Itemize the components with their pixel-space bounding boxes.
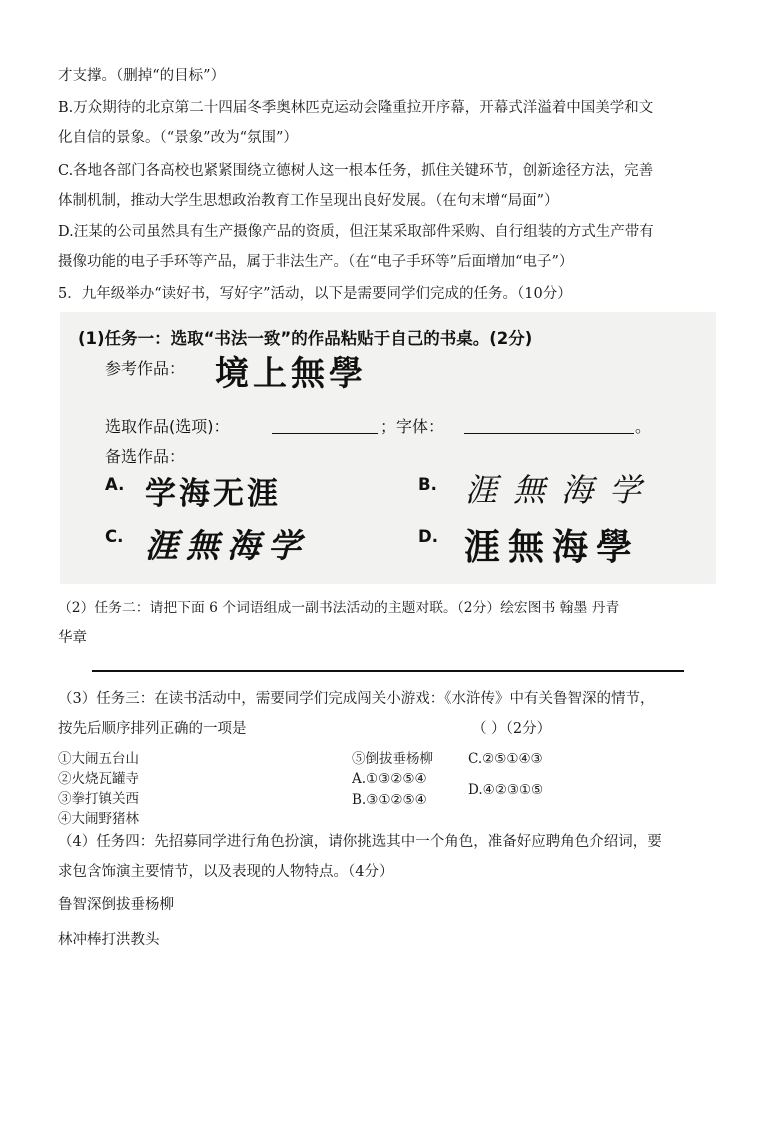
task3-line-1: （3）任务三：在读书活动中，需要同学们完成闯关小游戏：《水浒传》中有关鲁智深的情节， (58, 691, 655, 707)
text-line: 摄像功能的电子手环等产品，属于非法生产。（在“电子手环等”后面增加“电子”） (58, 254, 574, 270)
text-line: 才支撑。（删掉“的目标”） (58, 68, 226, 84)
event-item: ③拳打镇关西 (58, 791, 139, 807)
role-item: 林冲棒打洪教头 (58, 932, 160, 948)
task2-line-2: 华章 (58, 630, 87, 646)
option-b-calligraphy: 涯無海学 (465, 471, 658, 509)
options-label: 备选作品： (105, 447, 186, 466)
choice-a[interactable]: A.①③②⑤④ (352, 771, 427, 787)
text-line: B.万众期待的北京第二十四届冬季奥林匹克运动会隆重拉开序幕，开幕式洋溢着中国美学和文 (58, 100, 654, 116)
reference-calligraphy: 境上無學 (215, 354, 367, 394)
task1-scan-image (60, 312, 716, 584)
font-label: ；字体： (380, 417, 445, 436)
event-item: ④大闹野猪林 (58, 811, 139, 827)
text-line: 化自信的景象。（“景象”改为“氛围”） (58, 130, 298, 146)
reference-label: 参考作品： (105, 359, 186, 378)
text-line: C.各地各部门各高校也紧紧围绕立德树人这一根本任务，抓住关键环节，创新途径方法，完善 (58, 163, 654, 179)
option-a-calligraphy: 学海无涯 (145, 476, 281, 512)
couplet-answer-line[interactable] (92, 670, 684, 672)
answer-bracket[interactable]: （ ）（2分） (472, 721, 552, 737)
choice-c[interactable]: C.②⑤①④③ (468, 751, 543, 767)
task3-line-2: 按先后顺序排列正确的一项是 (58, 721, 247, 737)
event-item: ②火烧瓦罐寺 (58, 771, 139, 787)
option-a-letter: A. (105, 475, 125, 494)
choice-d[interactable]: D.④②③①⑤ (468, 782, 544, 798)
task4-line-1: （4）任务四：先招募同学进行角色扮演，请你挑选其中一个角色，准备好应聘角色介绍词，要 (58, 834, 662, 850)
option-c-letter: C. (105, 527, 124, 546)
task2-line-1: （2）任务二：请把下面 6 个词语组成一副书法活动的主题对联。（2分）绘宏图书 翰墨 丹青 (58, 600, 620, 616)
option-c-calligraphy: 涯無海学 (145, 526, 309, 565)
select-answer-blank[interactable] (272, 433, 378, 434)
event-item: ⑤倒拔垂杨柳 (352, 751, 433, 767)
task4-line-2: 求包含饰演主要情节，以及表现的人物特点。（4分） (58, 864, 394, 880)
option-d-letter: D. (418, 527, 438, 546)
text-line: D.汪某的公司虽然具有生产摄像产品的资质，但汪某采取部件采购、自行组装的方式生产带有 (58, 224, 654, 240)
end-mark: 。 (635, 417, 652, 436)
option-d-calligraphy: 涯無海學 (464, 526, 641, 568)
select-label: 选取作品(选项)： (105, 417, 230, 436)
question-5-heading: 5．九年级举办“读好书，写好字”活动，以下是需要同学们完成的任务。（10分） (58, 286, 572, 302)
font-answer-blank[interactable] (464, 433, 634, 434)
choice-b[interactable]: B.③①②⑤④ (352, 792, 427, 808)
task1-title: (1)任务一：选取“书法一致”的作品粘贴于自己的书桌。(2分) (78, 329, 533, 348)
event-item: ①大闹五台山 (58, 751, 139, 767)
option-b-letter: B. (418, 475, 437, 494)
text-line: 体制机制，推动大学生思想政治教育工作呈现出良好发展。（在句末增“局面”） (58, 193, 559, 209)
role-item: 鲁智深倒拔垂杨柳 (58, 897, 174, 913)
